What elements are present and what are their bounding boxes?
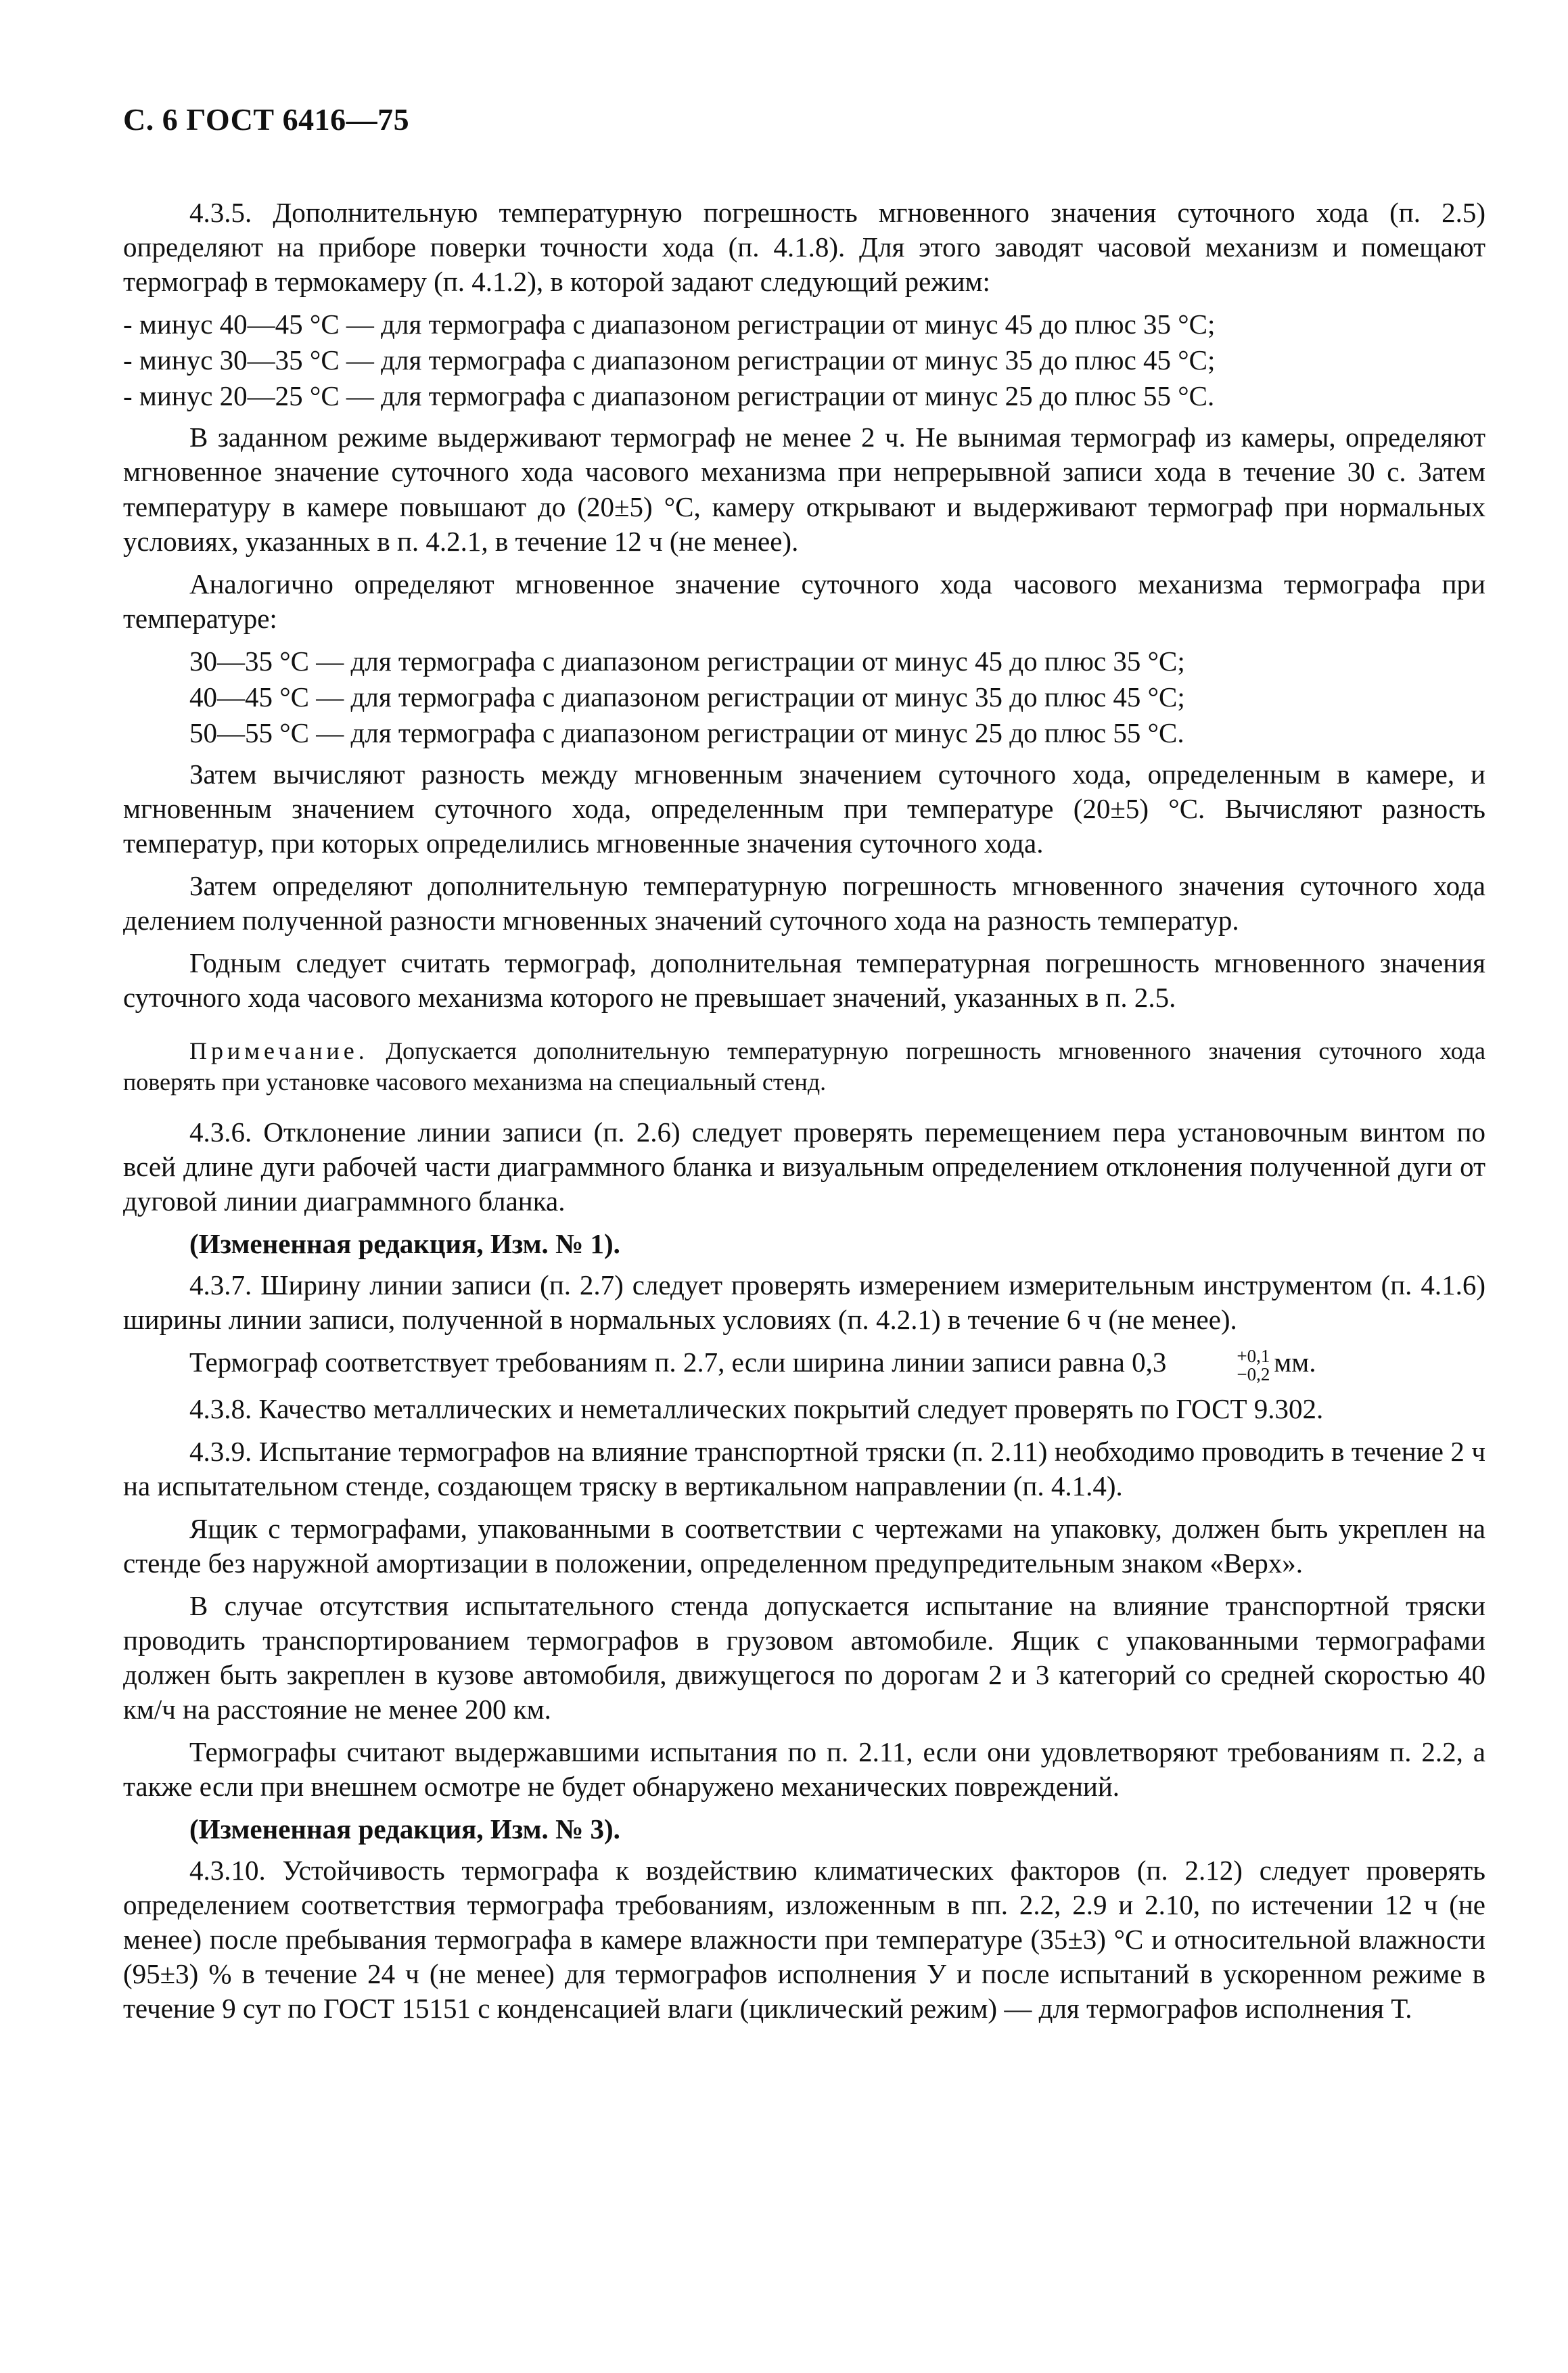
tolerance (1170, 1347, 1270, 1384)
note (123, 1035, 1485, 1098)
paragraph-4-3-9: 4.3.9. Испытание термографов на влияние транспортной тряски (п. 2.11) необходимо проводить в течение 2 ч на испытательном стенде, создающем тряску в вертикальном направлении (п. 4.1.4). (123, 1435, 1485, 1501)
tolerance-lower: −0,2 (1237, 1363, 1270, 1384)
paragraph-4-3-7: 4.3.7. Ширину линии записи (п. 2.7) следует проверять измерением измерительным инструментом (п. 4.1.6) ширины линии записи, полученной в нормальных условиях (п. 4.2.1) в течение 6 ч (не менее). (123, 1269, 1485, 1336)
line-width-text: Термограф соответствует требованиям п. 2.7, если ширина линии записи равна 0,3 (189, 1347, 1167, 1378)
paragraph-truck-transport: В случае отсутствия испытательного стенда допускается испытание на влияние транспортной тряски проводить транспортированием термографов в грузовом автомобиле. Ящик с упакованными термографами должен быть закреплен в кузове автомобиля, движущегося по дорогам 2 и 3 категорий со средней скоростью 40 км/ч на расстояние не менее 200 км. (123, 1590, 1485, 1725)
paragraph-passed-tests: Термографы считают выдержавшими испытания по п. 2.11, если они удовлетворяют требованиям п. 2.2, а также если при внешнем осмотре не будет обнаружено механических повреждений. (123, 1736, 1485, 1803)
paragraph-hold-regime: В заданном режиме выдерживают термограф не менее 2 ч. Не вынимая термограф из камеры, определяют мгновенное значение суточного хода часового механизма при непрерывной записи хода в течение 30 с. Затем температуру в камере повышают до (20±5) °С, камеру открывают и выдерживают термограф при нормальных условиях, указанных в п. 4.2.1, в течение 12 ч (не менее). (123, 422, 1485, 557)
paragraph-4-3-5: 4.3.5. Дополнительную температурную погрешность мгновенного значения суточного хода (п. 2.5) определяют на приборе поверки точности хода (п. 4.1.8). Для этого заводят часовой механизм и помещают термограф в термокамеру (п. 4.1.2), в которой задают следующий режим: (123, 197, 1485, 298)
amendment-note-1: (Измененная редакция, Изм. № 1). (189, 1228, 620, 1260)
paragraph-determine-error: Затем определяют дополнительную температурную погрешность мгновенного значения суточного хода делением полученной разности мгновенных значений суточного хода на разность температур. (123, 869, 1485, 936)
temperature-item: 50—55 °С — для термографа с диапазоном регистрации от минус 25 до плюс 55 °С. (189, 717, 1184, 748)
page-header: С. 6 ГОСТ 6416—75 (123, 102, 410, 137)
line-width-unit: мм. (1274, 1347, 1316, 1378)
temperature-item: 40—45 °С — для термографа с диапазоном регистрации от минус 35 до плюс 45 °С; (189, 681, 1185, 713)
paragraph-acceptance: Годным следует считать термограф, дополнительная температурная погрешность мгновенного значения суточного хода часового механизма которого не превышает значений, указанных в п. 2.5. (123, 947, 1485, 1013)
regime-item: - минус 30—35 °С — для термографа с диапазоном регистрации от минус 35 до плюс 45 °С; (123, 344, 1216, 376)
document-page (123, 100, 1485, 2034)
paragraph-4-3-6: 4.3.6. Отклонение линии записи (п. 2.6) следует проверять перемещением пера установочным винтом по всей длине дуги рабочей части диаграммного бланка и визуальным определением отклонения полученной дуги от дуговой линии диаграммного бланка. (123, 1116, 1485, 1217)
paragraph-line-width (123, 1345, 1485, 1384)
regime-item: - минус 40—45 °С — для термографа с диапазоном регистрации от минус 45 до плюс 35 °С; (123, 309, 1216, 340)
temperature-item: 30—35 °С — для термографа с диапазоном регистрации от минус 45 до плюс 35 °С; (189, 645, 1185, 677)
paragraph-compute-difference: Затем вычисляют разность между мгновенным значением суточного хода, определенным в камере, и мгновенным значением суточного хода, определенным при температуре (20±5) °С. Вычисляют разность температур, при которых определились мгновенные значения суточного хода. (123, 758, 1485, 859)
paragraph-box-mounting: Ящик с термографами, упакованными в соответствии с чертежами на упаковку, должен быть укреплен на стенде без наружной амортизации в положении, определенном предупредительным знаком «Верх». (123, 1512, 1485, 1579)
regime-item: - минус 20—25 °С — для термографа с диапазоном регистрации от минус 25 до плюс 55 °С. (123, 380, 1215, 412)
temperature-list (123, 644, 1485, 750)
paragraph-4-3-8: 4.3.8. Качество металлических и неметаллических покрытий следует проверять по ГОСТ 9.302. (189, 1393, 1324, 1424)
paragraph-4-3-10: 4.3.10. Устойчивость термографа к воздействию климатических факторов (п. 2.12) следует проверять определением соответствия термографа требованиям, изложенным в пп. 2.2, 2.9 и 2.10, по истечении 12 ч (не менее) после пребывания термографа в камере влажности при температуре (35±3) °С и относительной влажности (95±3) % в течение 24 ч (не менее) для термографов исполнения У и после испытаний в ускоренном режиме в течение 9 сут по ГОСТ 15151 с конденсацией влаги (циклический режим) — для термографов исполнения Т. (123, 1855, 1485, 2025)
regime-list (123, 307, 1485, 413)
note-label: Примечание. (189, 1037, 369, 1064)
note-text: Допускается дополнительную температурную погрешность мгновенного значения суточного хода поверять при установке часового механизма на специальный стенд. (123, 1037, 1485, 1096)
tolerance-upper: +0,1 (1237, 1345, 1270, 1366)
paragraph-similarly: Аналогично определяют мгновенное значение суточного хода часового механизма термографа при температуре: (123, 568, 1485, 634)
amendment-note-3: (Измененная редакция, Изм. № 3). (189, 1813, 620, 1845)
